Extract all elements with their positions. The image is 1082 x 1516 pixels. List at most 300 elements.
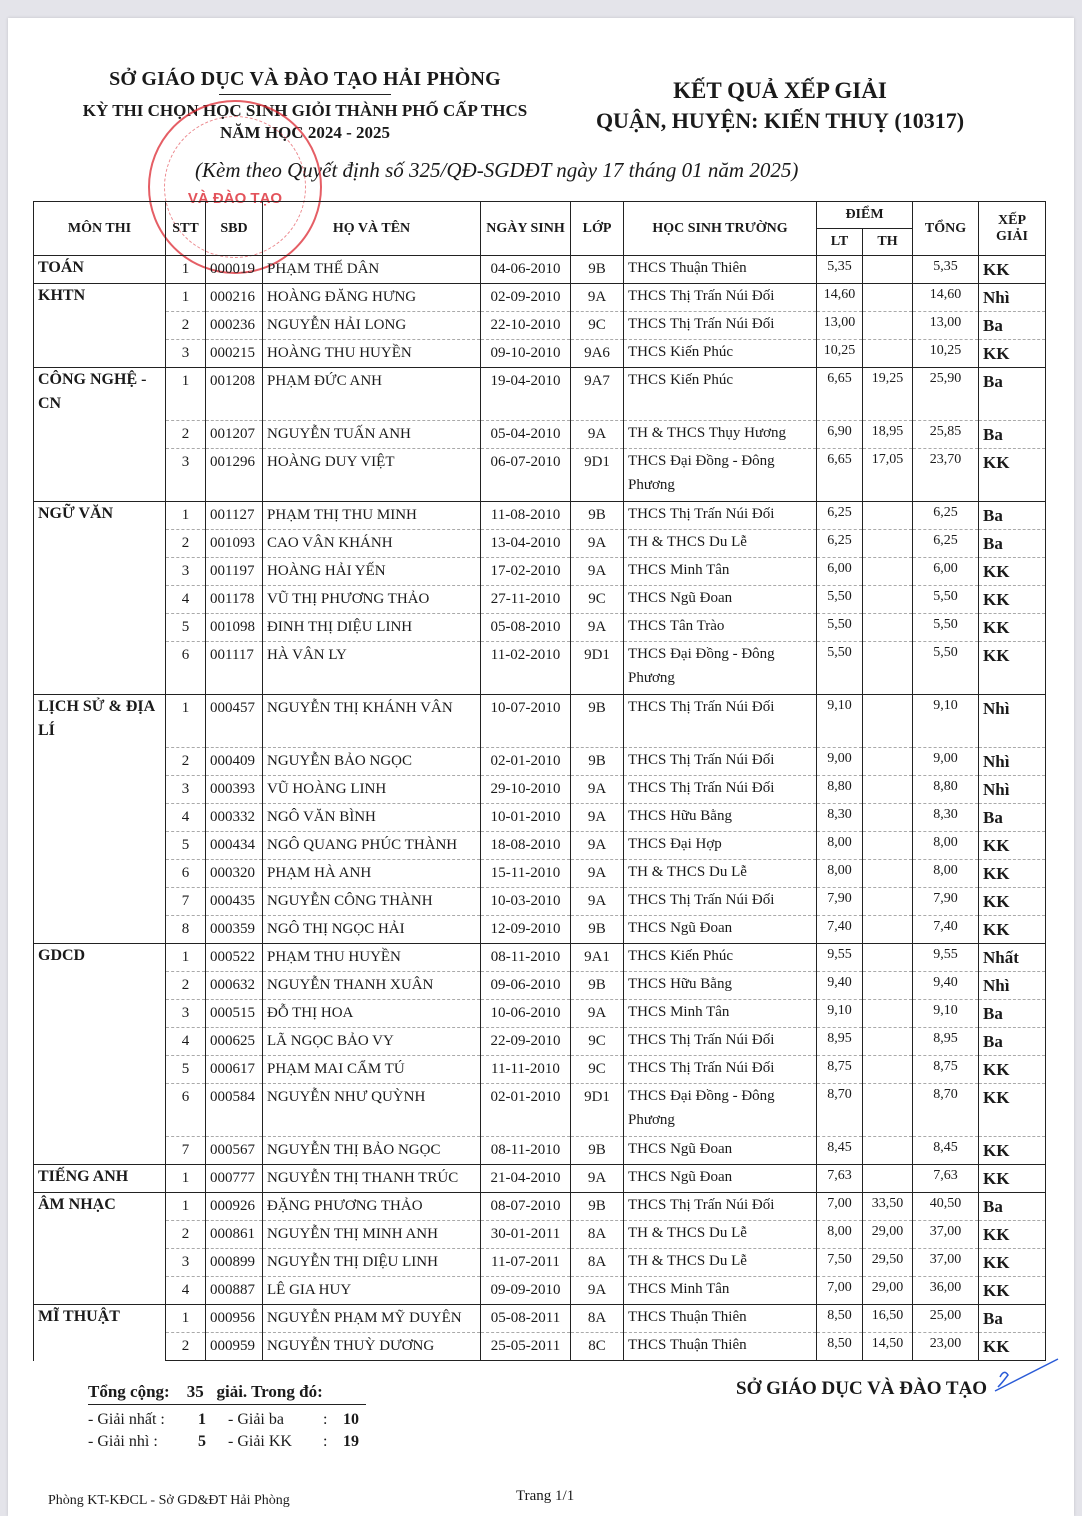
table-row bbox=[34, 1333, 1046, 1361]
header-left bbox=[40, 68, 570, 143]
sbd-cell: 000435 bbox=[206, 888, 263, 916]
class-cell: 9A bbox=[571, 558, 624, 586]
school-year: NĂM HỌC 2024 - 2025 bbox=[220, 123, 390, 142]
class-cell: 9C bbox=[571, 1056, 624, 1084]
stt-cell: 7 bbox=[166, 1137, 206, 1165]
dob-cell: 21-04-2010 bbox=[481, 1165, 571, 1193]
sbd-cell: 000522 bbox=[206, 944, 263, 972]
school-cell: TH & THCS Du Lễ bbox=[624, 1249, 817, 1277]
name-cell: ĐẶNG PHƯƠNG THẢO bbox=[263, 1193, 481, 1221]
lt-score-cell: 7,90 bbox=[817, 888, 863, 916]
table-body bbox=[34, 256, 1046, 1361]
col-th: TH bbox=[863, 229, 913, 256]
dob-cell: 22-10-2010 bbox=[481, 312, 571, 340]
summary-block bbox=[88, 1382, 373, 1451]
district-label: QUẬN, HUYỆN: KIẾN THUỴ (10317) bbox=[595, 108, 965, 133]
stt-cell: 4 bbox=[166, 1028, 206, 1056]
class-cell: 9B bbox=[571, 695, 624, 748]
dob-cell: 19-04-2010 bbox=[481, 368, 571, 421]
sbd-cell: 000567 bbox=[206, 1137, 263, 1165]
dob-cell: 06-07-2010 bbox=[481, 449, 571, 502]
sbd-cell: 000216 bbox=[206, 284, 263, 312]
table-header-row bbox=[34, 202, 1046, 229]
stt-cell: 2 bbox=[166, 1333, 206, 1361]
prize-cell: Ba bbox=[979, 368, 1046, 421]
school-cell: THCS Thị Trấn Núi Đối bbox=[624, 888, 817, 916]
name-cell: PHẠM THU HUYỀN bbox=[263, 944, 481, 972]
total-score-cell: 7,40 bbox=[913, 916, 979, 944]
class-cell: 9A bbox=[571, 1277, 624, 1305]
th-score-cell bbox=[863, 1165, 913, 1193]
col-total: TỔNG bbox=[913, 202, 979, 256]
dob-cell: 30-01-2011 bbox=[481, 1221, 571, 1249]
th-score-cell bbox=[863, 1028, 913, 1056]
name-cell: CAO VÂN KHÁNH bbox=[263, 530, 481, 558]
name-cell: NGUYỄN THỊ THANH TRÚC bbox=[263, 1165, 481, 1193]
total-label: Tổng cộng: bbox=[88, 1382, 170, 1401]
organization-name: SỞ GIÁO DỤC VÀ ĐÀO TẠO HẢI PHÒNG bbox=[109, 68, 501, 90]
stt-cell: 4 bbox=[166, 586, 206, 614]
name-cell: NGÔ VĂN BÌNH bbox=[263, 804, 481, 832]
name-cell: PHẠM HÀ ANH bbox=[263, 860, 481, 888]
third-prize-label: - Giải ba bbox=[228, 1411, 284, 1428]
table-row bbox=[34, 558, 1046, 586]
th-score-cell bbox=[863, 614, 913, 642]
class-cell: 9B bbox=[571, 916, 624, 944]
prize-cell: KK bbox=[979, 586, 1046, 614]
table-row bbox=[34, 695, 1046, 748]
dob-cell: 05-04-2010 bbox=[481, 421, 571, 449]
class-cell: 9A7 bbox=[571, 368, 624, 421]
kk-prize-label: - Giải KK bbox=[228, 1433, 292, 1450]
sbd-cell: 000632 bbox=[206, 972, 263, 1000]
total-score-cell: 37,00 bbox=[913, 1249, 979, 1277]
th-score-cell: 29,00 bbox=[863, 1277, 913, 1305]
lt-score-cell: 5,50 bbox=[817, 614, 863, 642]
dob-cell: 04-06-2010 bbox=[481, 256, 571, 284]
total-score-cell: 25,85 bbox=[913, 421, 979, 449]
stt-cell: 1 bbox=[166, 944, 206, 972]
sbd-cell: 000899 bbox=[206, 1249, 263, 1277]
school-cell: THCS Thuận Thiên bbox=[624, 1333, 817, 1361]
lt-score-cell: 6,25 bbox=[817, 502, 863, 530]
sbd-cell: 000434 bbox=[206, 832, 263, 860]
dob-cell: 02-01-2010 bbox=[481, 1084, 571, 1137]
class-cell: 9D1 bbox=[571, 642, 624, 695]
sbd-cell: 000625 bbox=[206, 1028, 263, 1056]
total-score-cell: 8,95 bbox=[913, 1028, 979, 1056]
table-row bbox=[34, 1084, 1046, 1137]
table-row bbox=[34, 449, 1046, 502]
total-score-cell: 8,30 bbox=[913, 804, 979, 832]
total-score-cell: 14,60 bbox=[913, 284, 979, 312]
class-cell: 9B bbox=[571, 1193, 624, 1221]
stt-cell: 3 bbox=[166, 558, 206, 586]
total-score-cell: 5,50 bbox=[913, 614, 979, 642]
stt-cell: 5 bbox=[166, 1056, 206, 1084]
table-row bbox=[34, 586, 1046, 614]
prize-cell: KK bbox=[979, 1165, 1046, 1193]
stt-cell: 3 bbox=[166, 776, 206, 804]
th-score-cell bbox=[863, 695, 913, 748]
total-score-cell: 9,40 bbox=[913, 972, 979, 1000]
table-row bbox=[34, 860, 1046, 888]
col-subject: MÔN THI bbox=[34, 202, 166, 256]
name-cell: HOÀNG ĐĂNG HƯNG bbox=[263, 284, 481, 312]
name-cell: HOÀNG DUY VIỆT bbox=[263, 449, 481, 502]
name-cell: HOÀNG THU HUYỀN bbox=[263, 340, 481, 368]
th-score-cell: 19,25 bbox=[863, 368, 913, 421]
school-cell: THCS Kiến Phúc bbox=[624, 340, 817, 368]
prize-cell: KK bbox=[979, 449, 1046, 502]
prize-cell: KK bbox=[979, 832, 1046, 860]
class-cell: 9A bbox=[571, 530, 624, 558]
prize-cell: Ba bbox=[979, 421, 1046, 449]
sbd-cell: 000409 bbox=[206, 748, 263, 776]
total-score-cell: 10,25 bbox=[913, 340, 979, 368]
dob-cell: 25-05-2011 bbox=[481, 1333, 571, 1361]
th-score-cell bbox=[863, 284, 913, 312]
lt-score-cell: 6,65 bbox=[817, 368, 863, 421]
stt-cell: 6 bbox=[166, 860, 206, 888]
prize-cell: KK bbox=[979, 558, 1046, 586]
sbd-cell: 000887 bbox=[206, 1277, 263, 1305]
name-cell: ĐỖ THỊ HOA bbox=[263, 1000, 481, 1028]
first-prize-label: - Giải nhất : bbox=[88, 1411, 165, 1428]
name-cell: NGUYỄN CÔNG THÀNH bbox=[263, 888, 481, 916]
prize-cell: Ba bbox=[979, 530, 1046, 558]
dob-cell: 10-07-2010 bbox=[481, 695, 571, 748]
lt-score-cell: 6,65 bbox=[817, 449, 863, 502]
dob-cell: 22-09-2010 bbox=[481, 1028, 571, 1056]
total-score-cell: 40,50 bbox=[913, 1193, 979, 1221]
stt-cell: 2 bbox=[166, 421, 206, 449]
document-title: KẾT QUẢ XẾP GIẢI bbox=[673, 78, 887, 103]
lt-score-cell: 9,10 bbox=[817, 1000, 863, 1028]
class-cell: 9A bbox=[571, 1165, 624, 1193]
col-sbd: SBD bbox=[206, 202, 263, 256]
prize-cell: Ba bbox=[979, 1000, 1046, 1028]
stt-cell: 1 bbox=[166, 1193, 206, 1221]
school-cell: THCS Tân Trào bbox=[624, 614, 817, 642]
total-score-cell: 5,35 bbox=[913, 256, 979, 284]
th-score-cell bbox=[863, 832, 913, 860]
subject-cell: TOÁN bbox=[34, 256, 166, 284]
sbd-cell: 000515 bbox=[206, 1000, 263, 1028]
stt-cell: 5 bbox=[166, 832, 206, 860]
school-cell: THCS Thị Trấn Núi Đối bbox=[624, 776, 817, 804]
school-cell: THCS Thị Trấn Núi Đối bbox=[624, 312, 817, 340]
school-cell: THCS Thị Trấn Núi Đối bbox=[624, 1056, 817, 1084]
th-score-cell: 33,50 bbox=[863, 1193, 913, 1221]
table-row bbox=[34, 502, 1046, 530]
th-score-cell bbox=[863, 1084, 913, 1137]
page-number: Trang 1/1 bbox=[516, 1488, 575, 1504]
prize-cell: KK bbox=[979, 340, 1046, 368]
lt-score-cell: 8,45 bbox=[817, 1137, 863, 1165]
col-dob: NGÀY SINH bbox=[481, 202, 571, 256]
name-cell: VŨ HOÀNG LINH bbox=[263, 776, 481, 804]
th-score-cell bbox=[863, 312, 913, 340]
total-score-cell: 8,00 bbox=[913, 860, 979, 888]
subject-cell: LỊCH SỬ & ĐỊA LÍ bbox=[34, 695, 166, 944]
school-cell: THCS Đại Đồng - Đông Phương bbox=[624, 642, 817, 695]
table-row bbox=[34, 1000, 1046, 1028]
dob-cell: 17-02-2010 bbox=[481, 558, 571, 586]
prize-cell: KK bbox=[979, 1249, 1046, 1277]
dob-cell: 09-06-2010 bbox=[481, 972, 571, 1000]
name-cell: PHẠM THỊ THU MINH bbox=[263, 502, 481, 530]
prize-cell: Nhì bbox=[979, 695, 1046, 748]
sbd-cell: 000320 bbox=[206, 860, 263, 888]
table-row bbox=[34, 1193, 1046, 1221]
class-cell: 9B bbox=[571, 502, 624, 530]
school-cell: THCS Ngũ Đoan bbox=[624, 916, 817, 944]
name-cell: NGUYỄN NHƯ QUỲNH bbox=[263, 1084, 481, 1137]
stt-cell: 2 bbox=[166, 312, 206, 340]
subject-cell: NGỮ VĂN bbox=[34, 502, 166, 695]
th-score-cell bbox=[863, 340, 913, 368]
school-cell: THCS Ngũ Đoan bbox=[624, 586, 817, 614]
name-cell: NGUYỄN THỊ DIỆU LINH bbox=[263, 1249, 481, 1277]
stt-cell: 3 bbox=[166, 340, 206, 368]
class-cell: 9D1 bbox=[571, 449, 624, 502]
table-row bbox=[34, 284, 1046, 312]
th-score-cell bbox=[863, 972, 913, 1000]
school-cell: THCS Thuận Thiên bbox=[624, 1305, 817, 1333]
total-score-cell: 9,10 bbox=[913, 1000, 979, 1028]
stt-cell: 1 bbox=[166, 256, 206, 284]
name-cell: PHẠM THẾ DÂN bbox=[263, 256, 481, 284]
prize-cell: KK bbox=[979, 614, 1046, 642]
prize-cell: KK bbox=[979, 1084, 1046, 1137]
sbd-cell: 000019 bbox=[206, 256, 263, 284]
stt-cell: 7 bbox=[166, 888, 206, 916]
second-prize-count: 5 bbox=[198, 1433, 206, 1450]
prize-cell: KK bbox=[979, 1333, 1046, 1361]
lt-score-cell: 8,00 bbox=[817, 832, 863, 860]
prize-cell: KK bbox=[979, 256, 1046, 284]
class-cell: 9A6 bbox=[571, 340, 624, 368]
sbd-cell: 001117 bbox=[206, 642, 263, 695]
th-score-cell: 17,05 bbox=[863, 449, 913, 502]
dob-cell: 09-09-2010 bbox=[481, 1277, 571, 1305]
class-cell: 9C bbox=[571, 312, 624, 340]
second-prize-label: - Giải nhì : bbox=[88, 1433, 158, 1450]
th-score-cell bbox=[863, 748, 913, 776]
prize-cell: KK bbox=[979, 642, 1046, 695]
dob-cell: 27-11-2010 bbox=[481, 586, 571, 614]
sbd-cell: 001178 bbox=[206, 586, 263, 614]
lt-score-cell: 9,40 bbox=[817, 972, 863, 1000]
lt-score-cell: 5,50 bbox=[817, 642, 863, 695]
class-cell: 8A bbox=[571, 1221, 624, 1249]
total-score-cell: 25,90 bbox=[913, 368, 979, 421]
school-cell: THCS Thị Trấn Núi Đối bbox=[624, 284, 817, 312]
sbd-cell: 001127 bbox=[206, 502, 263, 530]
th-score-cell bbox=[863, 530, 913, 558]
table-row bbox=[34, 1137, 1046, 1165]
school-cell: THCS Đại Hợp bbox=[624, 832, 817, 860]
name-cell: VŨ THỊ PHƯƠNG THẢO bbox=[263, 586, 481, 614]
col-score-group: ĐIỂM bbox=[817, 202, 913, 229]
stt-cell: 2 bbox=[166, 972, 206, 1000]
name-cell: NGUYỄN PHẠM MỸ DUYÊN bbox=[263, 1305, 481, 1333]
sbd-cell: 001208 bbox=[206, 368, 263, 421]
prize-cell: Ba bbox=[979, 502, 1046, 530]
stt-cell: 5 bbox=[166, 614, 206, 642]
footer-department: Phòng KT-KĐCL - Sở GD&ĐT Hải Phòng bbox=[48, 1493, 290, 1508]
class-cell: 8A bbox=[571, 1249, 624, 1277]
total-score-cell: 23,70 bbox=[913, 449, 979, 502]
sbd-cell: 000236 bbox=[206, 312, 263, 340]
stt-cell: 6 bbox=[166, 642, 206, 695]
dob-cell: 18-08-2010 bbox=[481, 832, 571, 860]
lt-score-cell: 7,00 bbox=[817, 1193, 863, 1221]
lt-score-cell: 8,30 bbox=[817, 804, 863, 832]
total-score-cell: 9,55 bbox=[913, 944, 979, 972]
table-row bbox=[34, 804, 1046, 832]
table-row bbox=[34, 1028, 1046, 1056]
decision-reference: (Kèm theo Quyết định số 325/QĐ-SGDĐT ngày 17 tháng 01 năm 2025) bbox=[195, 158, 799, 182]
th-score-cell bbox=[863, 502, 913, 530]
sbd-cell: 000956 bbox=[206, 1305, 263, 1333]
name-cell: NGÔ THỊ NGỌC HẢI bbox=[263, 916, 481, 944]
th-score-cell bbox=[863, 860, 913, 888]
school-cell: THCS Thị Trấn Núi Đối bbox=[624, 1193, 817, 1221]
results-table bbox=[33, 201, 1046, 1361]
stt-cell: 6 bbox=[166, 1084, 206, 1137]
name-cell: PHẠM MAI CẨM TÚ bbox=[263, 1056, 481, 1084]
th-score-cell bbox=[863, 916, 913, 944]
table-row bbox=[34, 340, 1046, 368]
class-cell: 9B bbox=[571, 256, 624, 284]
school-cell: THCS Hữu Bằng bbox=[624, 804, 817, 832]
col-stt: STT bbox=[166, 202, 206, 256]
col-class: LỚP bbox=[571, 202, 624, 256]
prize-cell: Nhì bbox=[979, 748, 1046, 776]
table-row bbox=[34, 1165, 1046, 1193]
table-row bbox=[34, 748, 1046, 776]
dob-cell: 09-10-2010 bbox=[481, 340, 571, 368]
th-score-cell: 29,00 bbox=[863, 1221, 913, 1249]
school-cell: THCS Kiến Phúc bbox=[624, 368, 817, 421]
total-score-cell: 7,63 bbox=[913, 1165, 979, 1193]
table-row bbox=[34, 1249, 1046, 1277]
sbd-cell: 001197 bbox=[206, 558, 263, 586]
school-cell: THCS Minh Tân bbox=[624, 558, 817, 586]
prize-cell: Nhì bbox=[979, 972, 1046, 1000]
sbd-cell: 000332 bbox=[206, 804, 263, 832]
subject-cell: CÔNG NGHỆ - CN bbox=[34, 368, 166, 502]
th-score-cell bbox=[863, 888, 913, 916]
th-score-cell: 29,50 bbox=[863, 1249, 913, 1277]
header-right bbox=[570, 78, 990, 134]
lt-score-cell: 5,35 bbox=[817, 256, 863, 284]
class-cell: 9A bbox=[571, 284, 624, 312]
prize-cell: Ba bbox=[979, 1193, 1046, 1221]
dob-cell: 02-09-2010 bbox=[481, 284, 571, 312]
lt-score-cell: 8,75 bbox=[817, 1056, 863, 1084]
dob-cell: 05-08-2011 bbox=[481, 1305, 571, 1333]
name-cell: NGUYỄN THỊ KHÁNH VÂN bbox=[263, 695, 481, 748]
prize-cell: Nhì bbox=[979, 776, 1046, 804]
prize-breakdown bbox=[88, 1411, 373, 1451]
sbd-cell: 001098 bbox=[206, 614, 263, 642]
class-cell: 9A1 bbox=[571, 944, 624, 972]
lt-score-cell: 5,50 bbox=[817, 586, 863, 614]
lt-score-cell: 8,70 bbox=[817, 1084, 863, 1137]
lt-score-cell: 8,00 bbox=[817, 1221, 863, 1249]
dob-cell: 10-03-2010 bbox=[481, 888, 571, 916]
lt-score-cell: 8,95 bbox=[817, 1028, 863, 1056]
stt-cell: 1 bbox=[166, 1165, 206, 1193]
lt-score-cell: 9,55 bbox=[817, 944, 863, 972]
school-cell: THCS Đại Đồng - Đông Phương bbox=[624, 449, 817, 502]
total-score-cell: 5,50 bbox=[913, 642, 979, 695]
dob-cell: 12-09-2010 bbox=[481, 916, 571, 944]
dob-cell: 13-04-2010 bbox=[481, 530, 571, 558]
stt-cell: 1 bbox=[166, 1305, 206, 1333]
dob-cell: 08-11-2010 bbox=[481, 1137, 571, 1165]
dob-cell: 11-02-2010 bbox=[481, 642, 571, 695]
lt-score-cell: 6,90 bbox=[817, 421, 863, 449]
total-score-cell: 8,75 bbox=[913, 1056, 979, 1084]
lt-score-cell: 7,40 bbox=[817, 916, 863, 944]
lt-score-cell: 9,00 bbox=[817, 748, 863, 776]
prize-cell: KK bbox=[979, 1221, 1046, 1249]
name-cell: PHẠM ĐỨC ANH bbox=[263, 368, 481, 421]
name-cell: LÊ GIA HUY bbox=[263, 1277, 481, 1305]
prize-cell: Ba bbox=[979, 1028, 1046, 1056]
total-score-cell: 5,50 bbox=[913, 586, 979, 614]
name-cell: NGUYỄN HẢI LONG bbox=[263, 312, 481, 340]
dob-cell: 10-01-2010 bbox=[481, 804, 571, 832]
school-cell: THCS Thị Trấn Núi Đối bbox=[624, 748, 817, 776]
total-suffix: giải. Trong đó: bbox=[216, 1382, 323, 1401]
table-row bbox=[34, 776, 1046, 804]
total-score-cell: 8,00 bbox=[913, 832, 979, 860]
lt-score-cell: 8,50 bbox=[817, 1305, 863, 1333]
th-score-cell: 18,95 bbox=[863, 421, 913, 449]
school-cell: THCS Minh Tân bbox=[624, 1277, 817, 1305]
school-cell: THCS Thuận Thiên bbox=[624, 256, 817, 284]
total-score-cell: 7,90 bbox=[913, 888, 979, 916]
stt-cell: 1 bbox=[166, 368, 206, 421]
lt-score-cell: 6,00 bbox=[817, 558, 863, 586]
school-cell: THCS Minh Tân bbox=[624, 1000, 817, 1028]
signing-organization: SỞ GIÁO DỤC VÀ ĐÀO TẠO bbox=[736, 1378, 988, 1399]
col-lt: LT bbox=[817, 229, 863, 256]
table-row bbox=[34, 642, 1046, 695]
school-cell: TH & THCS Du Lễ bbox=[624, 530, 817, 558]
stt-cell: 3 bbox=[166, 449, 206, 502]
total-score-cell: 6,25 bbox=[913, 502, 979, 530]
col-name: HỌ VÀ TÊN bbox=[263, 202, 481, 256]
stt-cell: 2 bbox=[166, 1221, 206, 1249]
th-score-cell bbox=[863, 642, 913, 695]
dob-cell: 10-06-2010 bbox=[481, 1000, 571, 1028]
name-cell: NGUYỄN TUẤN ANH bbox=[263, 421, 481, 449]
name-cell: LÃ NGỌC BẢO VY bbox=[263, 1028, 481, 1056]
sbd-cell: 001296 bbox=[206, 449, 263, 502]
table-row bbox=[34, 972, 1046, 1000]
total-score-cell: 8,45 bbox=[913, 1137, 979, 1165]
class-cell: 9B bbox=[571, 972, 624, 1000]
th-score-cell: 14,50 bbox=[863, 1333, 913, 1361]
class-cell: 9A bbox=[571, 1000, 624, 1028]
name-cell: NGUYỄN THUỲ DƯƠNG bbox=[263, 1333, 481, 1361]
